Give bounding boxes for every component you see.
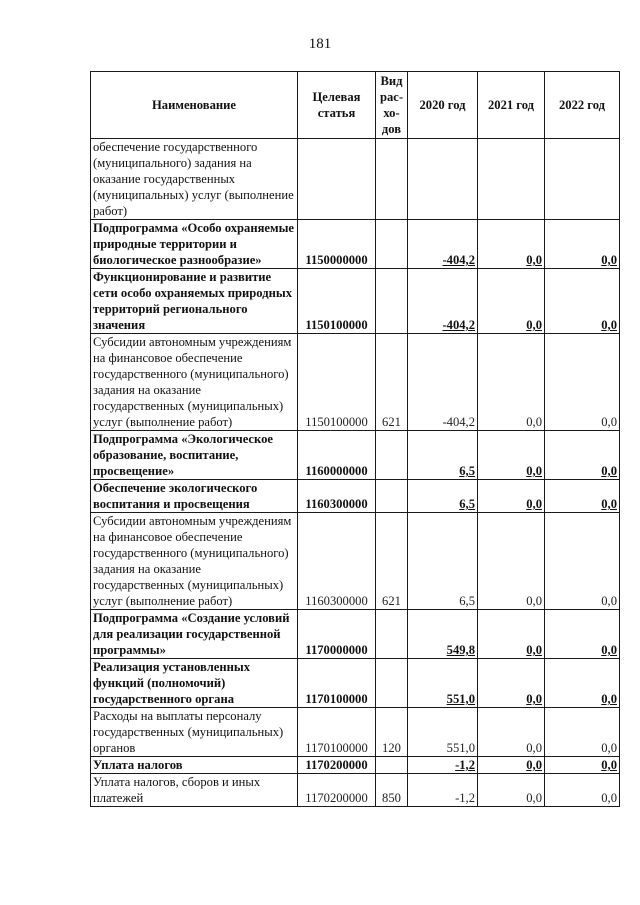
header-code: Целевая статья bbox=[298, 72, 376, 139]
table-row bbox=[91, 334, 620, 431]
cell-y2020: -1,2 bbox=[408, 774, 478, 807]
cell-code: 1160300000 bbox=[298, 480, 376, 513]
page-number: 181 bbox=[308, 36, 332, 52]
cell-name: Обеспечение экологического воспитания и просвещения bbox=[91, 480, 298, 513]
cell-kind bbox=[376, 269, 408, 334]
table-row bbox=[91, 659, 620, 708]
cell-y2022 bbox=[545, 139, 620, 220]
cell-code: 1150000000 bbox=[298, 220, 376, 269]
cell-y2022: 0,0 bbox=[545, 774, 620, 807]
cell-y2020: -404,2 bbox=[408, 220, 478, 269]
cell-y2021: 0,0 bbox=[478, 659, 545, 708]
cell-y2022: 0,0 bbox=[545, 757, 620, 774]
cell-name: Подпрограмма «Особо охраняемые природные территории и биологическое разнообразие» bbox=[91, 220, 298, 269]
cell-y2022: 0,0 bbox=[545, 334, 620, 431]
table-row bbox=[91, 774, 620, 807]
cell-name: Субсидии автономным учреждениям на финансовое обеспечение государственного (муниципального) задания на оказание государственных (муниципальных) услуг (выполнение работ) bbox=[91, 513, 298, 610]
cell-y2022: 0,0 bbox=[545, 220, 620, 269]
cell-y2021: 0,0 bbox=[478, 757, 545, 774]
cell-y2022: 0,0 bbox=[545, 480, 620, 513]
table-row bbox=[91, 610, 620, 659]
cell-y2021: 0,0 bbox=[478, 334, 545, 431]
cell-y2021: 0,0 bbox=[478, 220, 545, 269]
cell-y2021 bbox=[478, 139, 545, 220]
cell-y2021: 0,0 bbox=[478, 708, 545, 757]
cell-y2021: 0,0 bbox=[478, 431, 545, 480]
table-row bbox=[91, 220, 620, 269]
cell-code: 1150100000 bbox=[298, 334, 376, 431]
table-row bbox=[91, 757, 620, 774]
cell-y2020 bbox=[408, 139, 478, 220]
cell-code: 1170200000 bbox=[298, 774, 376, 807]
cell-y2020: -1,2 bbox=[408, 757, 478, 774]
cell-code: 1170200000 bbox=[298, 757, 376, 774]
cell-y2020: -404,2 bbox=[408, 269, 478, 334]
table-row bbox=[91, 480, 620, 513]
cell-code: 1150100000 bbox=[298, 269, 376, 334]
budget-table bbox=[90, 71, 620, 807]
table-row bbox=[91, 431, 620, 480]
cell-kind bbox=[376, 431, 408, 480]
cell-name: Реализация установленных функций (полномочий) государственного органа bbox=[91, 659, 298, 708]
cell-name: Уплата налогов, сборов и иных платежей bbox=[91, 774, 298, 807]
cell-kind bbox=[376, 659, 408, 708]
cell-code: 1170000000 bbox=[298, 610, 376, 659]
cell-name: Подпрограмма «Экологическое образование, воспитание, просвещение» bbox=[91, 431, 298, 480]
cell-code bbox=[298, 139, 376, 220]
cell-kind bbox=[376, 480, 408, 513]
table-row bbox=[91, 269, 620, 334]
cell-name: Субсидии автономным учреждениям на финансовое обеспечение государственного (муниципального) задания на оказание государственных (муниципальных) услуг (выполнение работ) bbox=[91, 334, 298, 431]
header-row bbox=[91, 72, 620, 139]
table-row bbox=[91, 139, 620, 220]
header-kind: Вид рас-хо-дов bbox=[376, 72, 408, 139]
cell-y2021: 0,0 bbox=[478, 269, 545, 334]
cell-y2021: 0,0 bbox=[478, 610, 545, 659]
cell-code: 1160300000 bbox=[298, 513, 376, 610]
cell-y2020: 6,5 bbox=[408, 513, 478, 610]
cell-y2020: 551,0 bbox=[408, 708, 478, 757]
cell-y2022: 0,0 bbox=[545, 513, 620, 610]
cell-y2020: 6,5 bbox=[408, 480, 478, 513]
cell-kind bbox=[376, 757, 408, 774]
cell-code: 1170100000 bbox=[298, 659, 376, 708]
cell-y2020: 551,0 bbox=[408, 659, 478, 708]
header-2021: 2021 год bbox=[478, 72, 545, 139]
cell-y2022: 0,0 bbox=[545, 431, 620, 480]
cell-y2022: 0,0 bbox=[545, 269, 620, 334]
cell-kind bbox=[376, 220, 408, 269]
cell-code: 1170100000 bbox=[298, 708, 376, 757]
cell-kind: 621 bbox=[376, 513, 408, 610]
header-2022: 2022 год bbox=[545, 72, 620, 139]
cell-y2021: 0,0 bbox=[478, 480, 545, 513]
cell-y2021: 0,0 bbox=[478, 513, 545, 610]
cell-y2021: 0,0 bbox=[478, 774, 545, 807]
cell-y2022: 0,0 bbox=[545, 659, 620, 708]
cell-name: Функционирование и развитие сети особо охраняемых природных территорий регионального значения bbox=[91, 269, 298, 334]
cell-kind: 850 bbox=[376, 774, 408, 807]
cell-kind: 621 bbox=[376, 334, 408, 431]
cell-kind bbox=[376, 610, 408, 659]
header-2020: 2020 год bbox=[408, 72, 478, 139]
cell-name: Уплата налогов bbox=[91, 757, 298, 774]
cell-code: 1160000000 bbox=[298, 431, 376, 480]
table-row bbox=[91, 513, 620, 610]
cell-y2022: 0,0 bbox=[545, 708, 620, 757]
cell-kind: 120 bbox=[376, 708, 408, 757]
cell-name: обеспечение государственного (муниципального) задания на оказание государственных (муниципальных) услуг (выполнение работ) bbox=[91, 139, 298, 220]
cell-y2020: 549,8 bbox=[408, 610, 478, 659]
header-name: Наименование bbox=[91, 72, 298, 139]
cell-y2022: 0,0 bbox=[545, 610, 620, 659]
cell-kind bbox=[376, 139, 408, 220]
cell-y2020: -404,2 bbox=[408, 334, 478, 431]
cell-name: Расходы на выплаты персоналу государственных (муниципальных) органов bbox=[91, 708, 298, 757]
table-row bbox=[91, 708, 620, 757]
cell-y2020: 6,5 bbox=[408, 431, 478, 480]
table-body bbox=[91, 139, 620, 807]
cell-name: Подпрограмма «Создание условий для реализации государственной программы» bbox=[91, 610, 298, 659]
